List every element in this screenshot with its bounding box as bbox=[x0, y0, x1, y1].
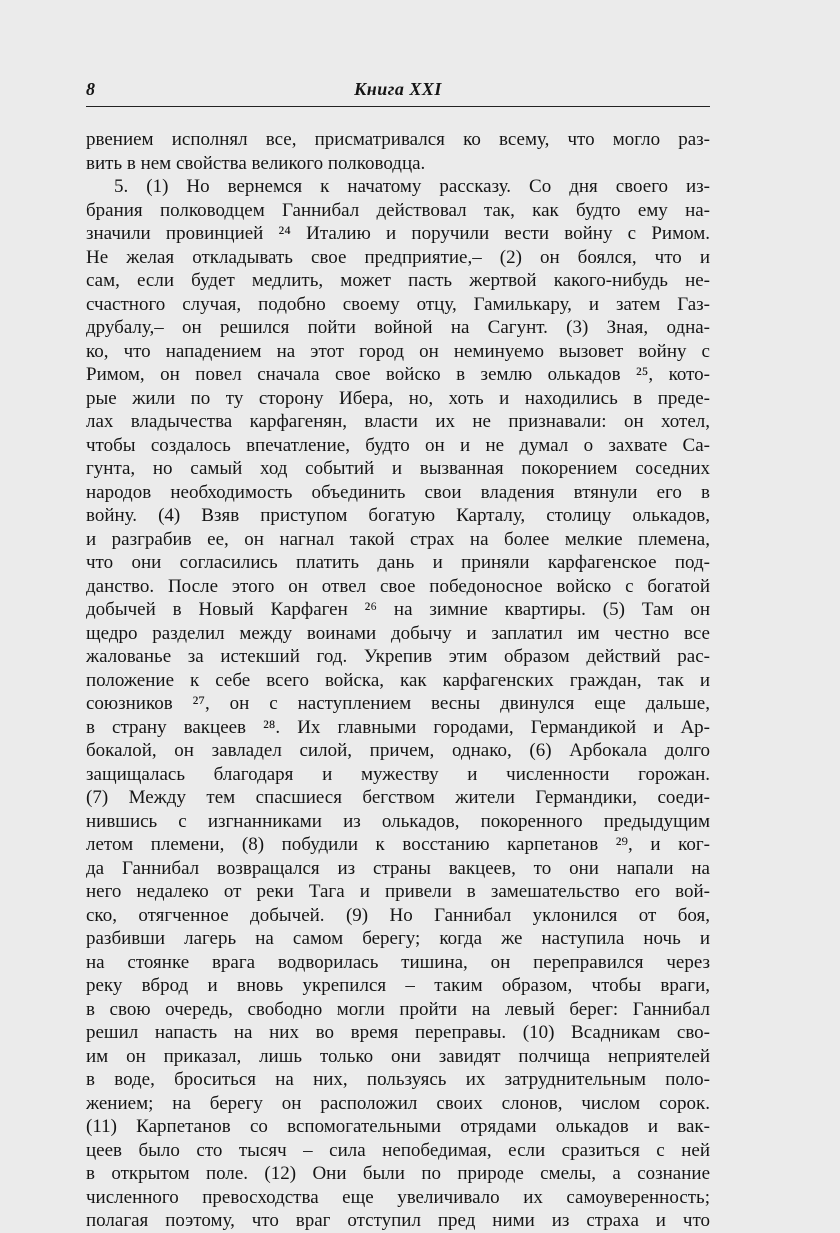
text-line: (7) Между тем спасшиеся бегством жители Германдики, соеди- bbox=[86, 787, 710, 808]
text-line: бокалой, он завладел силой, причем, однако, (6) Арбокала долго bbox=[86, 740, 710, 761]
text-line: им он приказал, лишь только они завидят полчища неприятелей bbox=[86, 1045, 710, 1067]
text-line: добычей в Новый Карфаген ²⁶ на зимние квартиры. (5) Там он bbox=[86, 599, 710, 620]
text-line: положение к себе всего войска, как карфагенских граждан, так и bbox=[86, 669, 710, 691]
text-line: счастного случая, подобно своему отцу, Гамилькару, и затем Газ- bbox=[86, 293, 710, 315]
text-line: народов необходимость объединить свои владения втянули его в bbox=[86, 481, 710, 503]
text-line: (11) Карпетанов со вспомогательными отрядами олькадов и вак- bbox=[86, 1116, 710, 1137]
text-line: жалованье за истекший год. Укрепив этим образом действий рас- bbox=[86, 646, 710, 667]
body-text bbox=[86, 128, 710, 1233]
text-line: в свою очередь, свободно могли пройти на левый берег: Ганнибал bbox=[86, 998, 710, 1020]
text-line: защищалась благодаря и мужеству и численности горожан. bbox=[86, 763, 710, 785]
text-line: союзников ²⁷, он с наступлением весны двинулся еще дальше, bbox=[86, 693, 710, 714]
text-line: и разграбив ее, он нагнал такой страх на более мелкие племена, bbox=[86, 528, 710, 550]
text-line: данство. После этого он отвел свое победоносное войско с богатой bbox=[86, 575, 710, 597]
text-line: щедро разделил между воинами добычу и заплатил им честно все bbox=[86, 622, 710, 644]
text-line: брания полководцем Ганнибал действовал так, как будто ему на- bbox=[86, 199, 710, 221]
running-head: Книга XXI bbox=[354, 79, 442, 99]
header-rule bbox=[86, 106, 710, 107]
text-line: друбалу,– он решился пойти войной на Сагунт. (3) Зная, одна- bbox=[86, 317, 710, 338]
text-line: реку вброд и вновь укрепился – таким образом, чтобы враги, bbox=[86, 975, 710, 996]
text-line: в открытом поле. (12) Они были по природе смелы, а сознание bbox=[86, 1163, 710, 1184]
text-line: вить в нем свойства великого полководца. bbox=[86, 152, 426, 174]
text-line: 5. (1) Но вернемся к начатому рассказу. Со дня своего из- bbox=[114, 176, 710, 197]
text-line: на стоянке врага водворилась тишина, он переправился через bbox=[86, 951, 710, 973]
text-line: рвением исполнял все, присматривался ко всему, что могло раз- bbox=[86, 129, 710, 150]
text-line: него недалеко от реки Тага и привели в замешательство его вой- bbox=[86, 881, 710, 902]
text-line: гунта, но самый ход событий и вызванная покорением соседних bbox=[86, 458, 710, 479]
text-line: жением; на берегу он расположил своих слонов, числом сорок. bbox=[86, 1092, 710, 1114]
text-line: чтобы создалось впечатление, будто он и не думал о захвате Са- bbox=[86, 434, 710, 456]
text-line: Не желая откладывать свое предприятие,– (2) он боялся, что и bbox=[86, 246, 710, 268]
text-line: решил напасть на них во время переправы. (10) Всадникам сво- bbox=[86, 1022, 710, 1043]
text-line: нившись с изгнанниками из олькадов, покоренного предыдущим bbox=[86, 810, 710, 832]
text-line: Римом, он повел сначала свое войско в землю олькадов ²⁵, кото- bbox=[86, 364, 710, 385]
text-line: значили провинцией ²⁴ Италию и поручили вести войну с Римом. bbox=[86, 223, 710, 244]
page-number: 8 bbox=[86, 79, 95, 99]
text-line: ско, отягченное добычей. (9) Но Ганнибал уклонился от боя, bbox=[86, 904, 710, 926]
text-line: что они согласились платить дань и приняли карфагенское под- bbox=[86, 552, 710, 573]
page-header bbox=[86, 79, 710, 109]
text-line: сам, если будет медлить, может пасть жертвой какого-нибудь не- bbox=[86, 270, 710, 291]
text-line: разбивши лагерь на самом берегу; когда же наступила ночь и bbox=[86, 928, 710, 949]
text-line: рые жили по ту сторону Ибера, но, хоть и находились в преде- bbox=[86, 387, 710, 409]
text-line: войну. (4) Взяв приступом богатую Карталу, столицу олькадов, bbox=[86, 505, 710, 526]
text-line: летом племени, (8) побудили к восстанию карпетанов ²⁹, и ког- bbox=[86, 834, 710, 855]
text-line: в страну вакцеев ²⁸. Их главными городами, Германдикой и Ар- bbox=[86, 716, 710, 738]
text-line: в воде, броситься на них, пользуясь их затруднительным поло- bbox=[86, 1069, 710, 1090]
text-line: да Ганнибал возвращался из страны вакцеев, то они напали на bbox=[86, 857, 710, 879]
text-line: полагая поэтому, что враг отступил пред ними из страха и что bbox=[86, 1210, 710, 1231]
text-line: ко, что нападением на этот город он неминуемо вызовет войну с bbox=[86, 340, 710, 362]
text-line: численного превосходства еще увеличивало их самоуверенность; bbox=[86, 1186, 710, 1208]
text-line: лах владычества карфагенян, власти их не признавали: он хотел, bbox=[86, 411, 710, 432]
text-line: цеев было сто тысяч – сила непобедимая, если сразиться с ней bbox=[86, 1139, 710, 1161]
